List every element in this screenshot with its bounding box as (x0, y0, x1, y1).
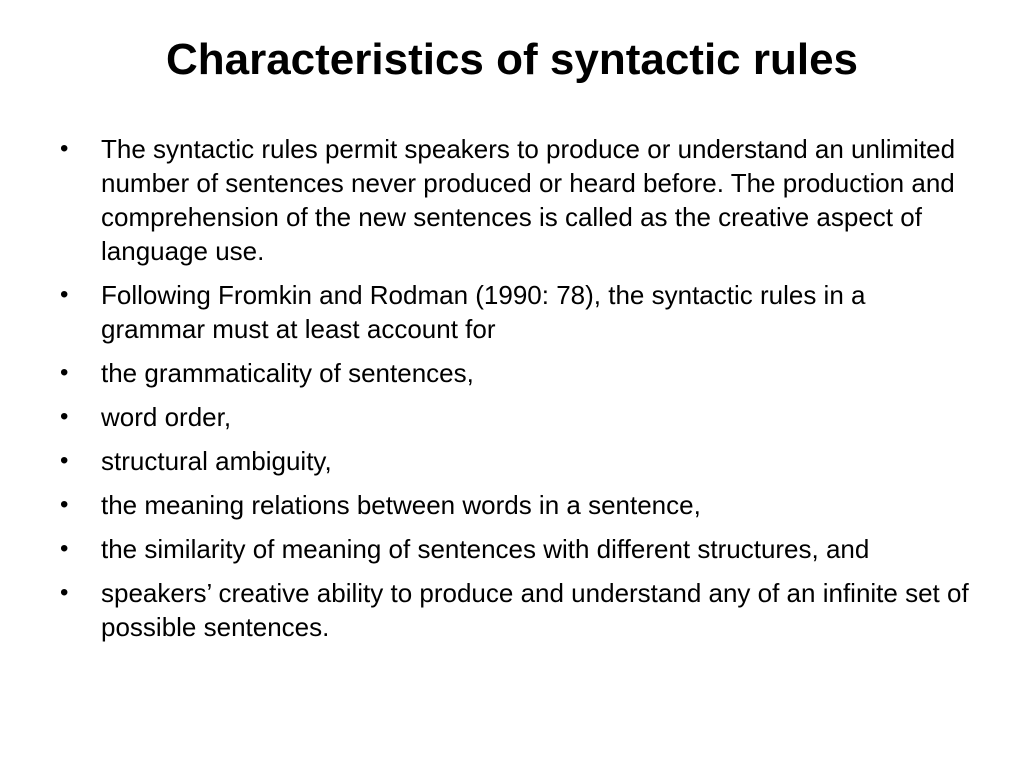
bullet-text: the grammaticality of sentences, (101, 358, 474, 388)
bullet-item (60, 488, 970, 522)
bullet-text: the meaning relations between words in a sentence, (101, 490, 701, 520)
bullet-text: the similarity of meaning of sentences with different structures, and (101, 534, 870, 564)
bullet-dot-icon: • (60, 135, 69, 162)
slide-title: Characteristics of syntactic rules (165, 35, 859, 84)
bullet-item (60, 278, 970, 346)
bullet-item (60, 356, 970, 390)
bullet-list (60, 132, 970, 654)
bullet-dot-icon: • (60, 579, 69, 606)
bullet-dot-icon: • (60, 281, 69, 308)
bullet-item (60, 532, 970, 566)
bullet-dot-icon: • (60, 491, 69, 518)
bullet-text: word order, (101, 402, 232, 432)
bullet-item (60, 400, 970, 434)
bullet-dot-icon: • (60, 535, 69, 562)
bullet-text: The syntactic rules permit speakers to produce or understand an unlimited number of sentences never produced or heard before. The production and comprehension of the new sentences is called as the creative aspect of language use. (101, 134, 956, 266)
bullet-item (60, 444, 970, 478)
bullet-text: structural ambiguity, (101, 446, 332, 476)
bullet-dot-icon: • (60, 403, 69, 430)
bullet-text: speakers’ creative ability to produce and understand any of an infinite set of possible sentences. (101, 578, 969, 642)
bullet-dot-icon: • (60, 359, 69, 386)
bullet-dot-icon: • (60, 447, 69, 474)
bullet-text: Following Fromkin and Rodman (1990: 78), the syntactic rules in a grammar must at least account for (101, 280, 866, 344)
bullet-item (60, 132, 970, 268)
bullet-item (60, 576, 970, 644)
